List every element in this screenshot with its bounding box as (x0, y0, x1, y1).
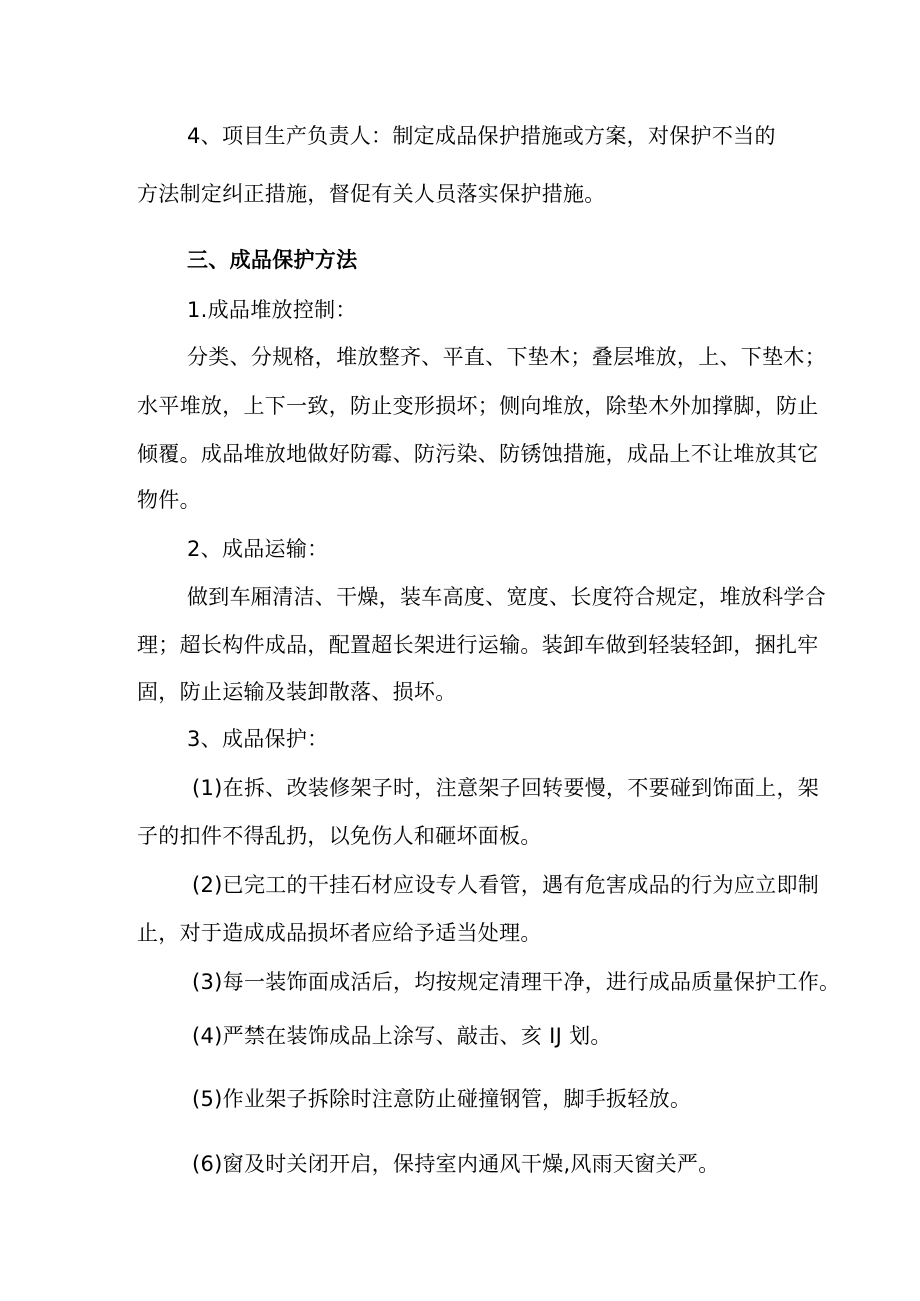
subsection-heading: 2、成品运输： (187, 537, 329, 561)
text-line: 固，防止运输及装卸散落、损坏。 (137, 680, 457, 704)
text-line: 子的扣件不得乱扔，以免伤人和砸坏面板。 (137, 824, 542, 848)
text-line: (4)严禁在装饰成品上涂写、敲击、亥 IJ 划。 (192, 1024, 612, 1048)
text-line: 做到车厢清洁、干燥，装车高度、宽度、长度符合规定，堆放科学合 (187, 585, 826, 609)
text-line: (6)窗及时关闭开启，保持室内通风干燥,风雨天窗关严。 (192, 1152, 720, 1176)
section-heading: 三、成品保护方法 (187, 248, 358, 272)
text-line: 水平堆放，上下一致，防止变形损坏；侧向堆放，除垫木外加撑脚，防止 (137, 394, 819, 418)
text-line: 物件。 (137, 488, 201, 512)
text-line: 理；超长构件成品，配置超长架进行运输。装卸车做到轻装轻卸，捆扎牢 (137, 633, 819, 657)
text-line: 方法制定纠正措施，督促有关人员落实保护措施。 (137, 182, 606, 206)
text-line: (3)每一装饰面成活后，均按规定清理干净，进行成品质量保护工作。 (192, 970, 841, 994)
text-line: 分类、分规格，堆放整齐、平直、下垫木；叠层堆放，上、下垫木； (187, 345, 826, 369)
text-line: 4、项目生产负责人：制定成品保护措施或方案，对保护不当的 (187, 124, 776, 148)
text-line: (1)在拆、改装修架子时，注意架子回转要慢，不要碰到饰面上，架 (192, 776, 820, 800)
text-line: 止，对于造成成品损坏者应给予适当处理。 (137, 921, 542, 945)
text-line: (5)作业架子拆除时注意防止碰撞钢管，脚手扳轻放。 (192, 1087, 692, 1111)
text-line: 倾覆。成品堆放地做好防霉、防污染、防锈蚀措施，成品上不让堆放其它 (137, 442, 819, 466)
text-line: (2)已完工的干挂石材应设专人看管，遇有危害成品的行为应立即制 (192, 873, 820, 897)
subsection-heading: 1.成品堆放控制： (187, 298, 357, 322)
subsection-heading: 3、成品保护： (187, 727, 329, 751)
